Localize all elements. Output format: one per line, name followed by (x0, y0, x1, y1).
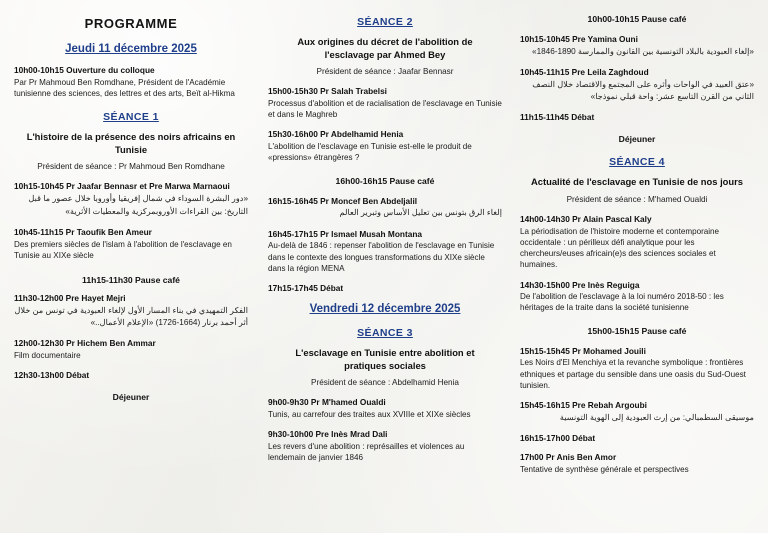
talk-head: 12h00-12h30 Pr Hichem Ben Ammar (14, 338, 156, 349)
seance-1-title: L'histoire de la présence des noirs africains en Tunisie (26, 131, 236, 155)
coffee-break-3: 10h00-10h15 Pause café (587, 14, 687, 24)
talk-head: 15h15-15h45 Pr Mohamed Jouili (520, 345, 646, 356)
talk-head: 15h45-16h15 Pre Rebah Argoubi (520, 399, 647, 410)
talk-body: De l'abolition de l'esclavage à la loi numéro 2018-50 : les héritages de la traite dans la société tunisienne (520, 292, 724, 313)
talk-body-arabic: إلغاء الرق بتونس بين تعليل الأساس وتبرير العالم (339, 208, 502, 218)
talk-body: Au-delà de 1846 : repenser l'abolition de l'esclavage en Tunisie dans le contexte des longues transformations du XIXe siècle dans la région MENA (268, 241, 495, 273)
coffee-break-1: 11h15-11h30 Pause café (82, 274, 180, 285)
debate-4: 16h15-17h00 Débat (520, 432, 596, 443)
column-right (518, 10, 754, 527)
talk-entry (520, 452, 754, 475)
coffee-break-2: 16h00-16h15 Pause café (335, 175, 435, 186)
column-middle (266, 10, 504, 527)
talk-entry (14, 181, 248, 217)
talk-head: 14h30-15h00 Pre Inès Reguiga (520, 279, 640, 290)
lunch-2: Déjeuner (618, 134, 656, 145)
talk-head: 9h00-9h30 Pr M'hamed Oualdi (268, 397, 386, 408)
lunch-1: Déjeuner (112, 392, 150, 403)
talk-head: 10h15-10h45 Pre Yamina Ouni (520, 34, 638, 44)
talk-body-arabic: «إلغاء العبودية بالبلاد التونسية بين القانون والممارسة 1890-1846» (532, 46, 754, 56)
seance-4-label: SÉANCE 4 (609, 156, 665, 169)
talk-body: Tentative de synthèse générale et perspectives (520, 464, 689, 474)
seance-3-label: SÉANCE 3 (357, 326, 413, 339)
seance-1-president: Président de séance : Pr Mahmoud Ben Romdhane (37, 162, 225, 172)
talk-head: 17h00 Pr Anis Ben Amor (520, 451, 617, 462)
talk-entry (268, 229, 502, 274)
talk-entry (268, 429, 502, 463)
talk-body: La périodisation de l'histoire moderne et contemporaine occidentale : un périlleux défi analytique pour les chercheurs/euses africain(e)s des sciences sociales et humaines. (520, 226, 720, 270)
talk-entry (520, 280, 754, 314)
opening-entry (14, 65, 248, 99)
column-left (14, 10, 252, 527)
talk-body: Des premiers siècles de l'islam à l'abolition de l'esclavage en Tunisie au XIXe siècle (14, 239, 232, 260)
talk-body: Film documentaire (14, 351, 81, 361)
talk-head: 15h00-15h30 Pr Salah Trabelsi (268, 86, 387, 97)
talk-body: L'abolition de l'esclavage en Tunisie est-elle le produit de «pressions» étrangères ? (268, 142, 472, 163)
talk-entry (520, 34, 754, 58)
seance-2-president: Président de séance : Jaafar Bennasr (316, 67, 454, 77)
talk-entry (520, 346, 754, 391)
talk-head: 9h30-10h00 Pre Inès Mrad Dali (268, 429, 388, 440)
talk-body-arabic: «دور البشرة السوداء في شمال إفريقيا وأوروبا خلال عصور ما قبل التاريخ: بين القراءات الأوروبمركزية والمعطيات الأثرية» (28, 194, 248, 216)
seance-4-president: Président de séance : M'hamed Oualdi (566, 195, 708, 205)
seance-4-title: Actualité de l'esclavage en Tunisie de nos jours (530, 176, 744, 188)
talk-entry (520, 400, 754, 424)
talk-body: Les revers d'une abolition : représailles et violences au lendemain de janvier 1846 (268, 441, 465, 463)
talk-body: Les Noirs d'El Menchiya et la revanche symbolique : frontières ethniques et partage du sensible dans une oasis du Sud-Ouest tunisien. (520, 358, 746, 390)
talk-head: 16h45-17h15 Pr Ismael Musah Montana (268, 228, 423, 239)
talk-head: 10h45-11h15 Pr Taoufik Ben Ameur (14, 226, 152, 237)
talk-body-arabic: «عتق العبيد في الواحات وأثره على المجتمع والاقتصاد خلال النصف الثاني من القرن التاسع عشر: واحة قبلي نموذجا» (532, 79, 754, 102)
page-title: PROGRAMME (84, 16, 178, 31)
talk-entry (268, 86, 502, 120)
talk-body: Tunis, au carrefour des traites aux XVIIIe et XIXe siècles (268, 410, 471, 420)
debate-1: 12h30-13h00 Débat (14, 370, 90, 381)
seance-2-label: SÉANCE 2 (357, 16, 413, 28)
talk-entry (520, 67, 754, 103)
opening-body: Par Pr Mahmoud Ben Romdhane, Président de l'Académie tunisienne des sciences, des lettres et des arts, Beït al-Hikma (14, 77, 235, 98)
seance-1-label: SÉANCE 1 (103, 111, 159, 124)
talk-entry (14, 293, 248, 329)
talk-entry (268, 397, 502, 420)
talk-entry (520, 214, 754, 270)
talk-head: 11h30-12h00 Pre Hayet Mejri (14, 292, 126, 303)
seance-3-president: Président de séance : Abdelhamid Henia (311, 378, 459, 388)
coffee-break-4: 15h00-15h15 Pause café (587, 325, 687, 336)
debate-3: 11h15-11h45 Débat (520, 112, 595, 123)
seance-2-title: Aux origines du décret de l'abolition de l'esclavage par Ahmed Bey (297, 36, 473, 60)
talk-head: 14h00-14h30 Pr Alain Pascal Kaly (520, 214, 652, 225)
talk-body: Processus d'abolition et de racialisation de l'esclavage en Tunisie et dans le Maghreb (268, 99, 502, 120)
opening-head: 10h00-10h15 Ouverture du colloque (14, 65, 155, 75)
talk-entry (268, 196, 502, 220)
talk-head: 16h15-16h45 Pr Moncef Ben Abdeljalil (268, 195, 418, 206)
talk-entry (14, 338, 248, 361)
talk-head: 10h45-11h15 Pre Leila Zaghdoud (520, 67, 649, 78)
seance-3-title: L'esclavage en Tunisie entre abolition et pratiques sociales (295, 346, 475, 371)
talk-body-arabic: الفكر التمهيدي في بناء المسار الأول لإلغاء العبودية في تونس من خلال أثر أحمد برنار (1664-1726) «الإعلام الأعمال..» (14, 305, 248, 328)
talk-entry (268, 129, 502, 163)
talk-body-arabic: موسيقى السطمبالي: من إرث العبودية إلى الهوية التونسية (559, 412, 754, 422)
talk-head: 10h15-10h45 Pr Jaafar Bennasr et Pre Marwa Marnaoui (14, 181, 230, 192)
day-2-title: Vendredi 12 décembre 2025 (309, 302, 461, 315)
day-1-title: Jeudi 11 décembre 2025 (65, 43, 197, 55)
talk-entry (14, 227, 248, 261)
debate-2: 17h15-17h45 Débat (268, 282, 344, 293)
talk-head: 15h30-16h00 Pr Abdelhamid Henia (268, 129, 404, 140)
